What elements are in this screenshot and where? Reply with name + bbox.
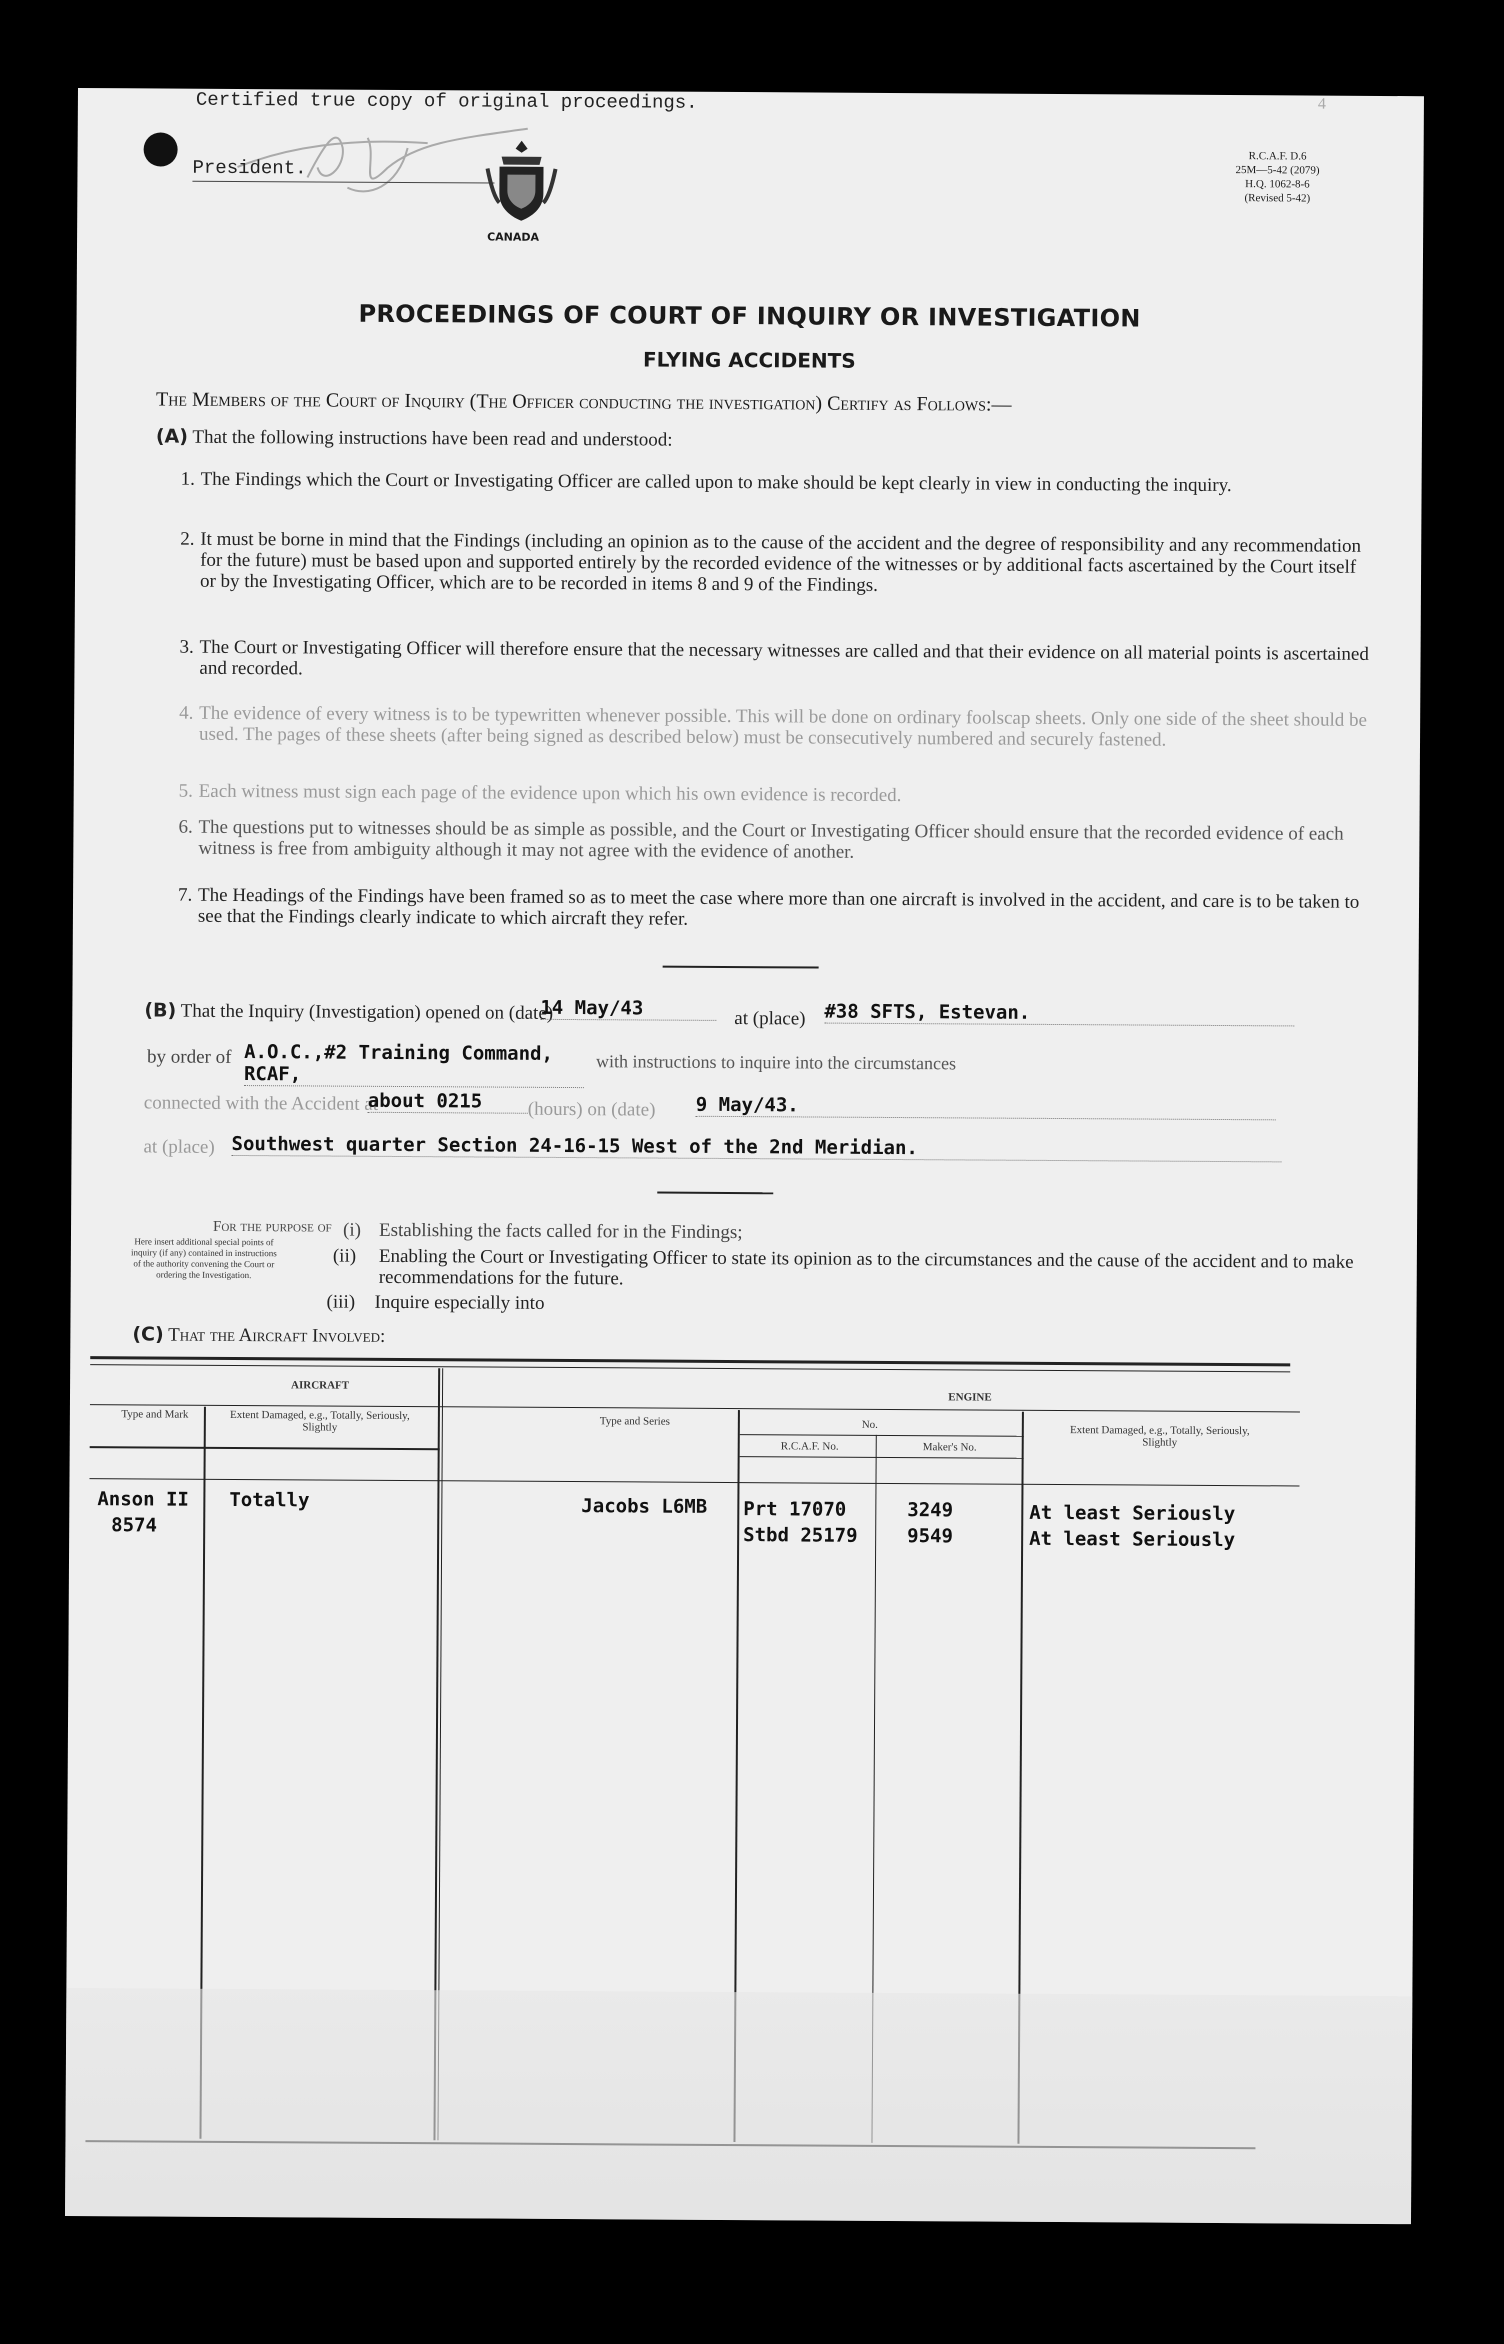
aircraft-header: AIRCRAFT — [291, 1379, 350, 1392]
engine-type-cell: Jacobs L6MB — [581, 1495, 708, 1518]
col-type-mark: Type and Mark — [121, 1408, 189, 1421]
col-extent: Extent Damaged, e.g., Totally, Seriously, Slightly — [230, 1408, 410, 1434]
opened-date: 14 May/43 — [540, 997, 716, 1021]
instruction-2: 2. It must be borne in mind that the Findings (including an opinion as to the cause of the accident and the degree of responsibility and any recommendation for the future) must be based upon and supported entirely by the recorded evidence of the witnesses or by additional facts ascertained by the Court itself or by the Investigating Officer, which are to be recorded in items 8 and 9 of the Findings. — [180, 528, 1362, 596]
purpose-label: For the purpose of — [212, 1218, 332, 1236]
accident-time: about 0215 — [368, 1090, 528, 1114]
opened-line: (B) That the Inquiry (Investigation) opened on (date) — [144, 999, 554, 1024]
signature-label: President. — [192, 156, 307, 180]
accident-date: 9 May/43. — [696, 1094, 1276, 1121]
col-engine-extent: Extent Damaged, e.g., Totally, Seriously, Slightly — [1069, 1424, 1250, 1449]
section-divider — [663, 966, 819, 969]
section-c-label: (C) — [132, 1323, 164, 1346]
at-place2-label: at (place) — [143, 1136, 215, 1158]
punch-hole — [144, 132, 178, 166]
connected-label: connected with the Accident at — [143, 1092, 379, 1115]
page-title: PROCEEDINGS OF COURT OF INQUIRY OR INVESTIGATION — [358, 299, 1141, 333]
margin-note: Here insert additional special points of inquiry (if any) contained in instructions of the authority convening the Court or ordering the Investigation. — [130, 1236, 277, 1281]
instruction-4: 4. The evidence of every witness is to be typewritten whenever possible. This will be done on ordinary foolscap sheets. Only one side of the sheet should be used. The pages of these sheets (after being signed as described below) must be consecutively numbered and securely fastened. — [179, 702, 1368, 751]
inquiry-place: #38 SFTS, Estevan. — [824, 1001, 1294, 1027]
by-order: A.O.C.,#2 Training Command, RCAF, — [244, 1041, 584, 1088]
certified-line: Certified true copy of original proceedings. — [195, 88, 698, 114]
rcaf-no-cell: Prt 17070 Stbd 25179 — [743, 1498, 858, 1547]
section-divider-2 — [657, 1192, 773, 1195]
engine-header: ENGINE — [948, 1391, 992, 1404]
scan-shadow — [65, 1988, 1412, 2224]
col-rcaf-no: R.C.A.F. No. — [780, 1440, 839, 1453]
aircraft-damage-cell: Totally — [229, 1488, 310, 1512]
instructions-text: with instructions to inquire into the circumstances — [596, 1051, 957, 1074]
col-makers-no: Maker's No. — [922, 1441, 977, 1454]
by-order-label: by order of — [147, 1046, 232, 1068]
instruction-6: 6. The questions put to witnesses should be as simple as possible, and the Court or Investigating Officer should ensure that the recorded evidence of each witness is free from ambiguity although it may not agree with the evidence of another. — [178, 816, 1344, 863]
accident-place: Southwest quarter Section 24-16-15 West of the 2nd Meridian. — [231, 1133, 1281, 1162]
makers-no-cell: 3249 9549 — [907, 1499, 954, 1548]
instruction-5: 5. Each witness must sign each page of the evidence upon which his own evidence is recorded. — [178, 780, 902, 807]
section-a-intro: That the following instructions have been read and understood: — [192, 426, 673, 451]
document-page — [65, 88, 1424, 2224]
page-subtitle: FLYING ACCIDENTS — [642, 347, 856, 373]
col-no: No. — [861, 1418, 878, 1431]
instruction-7: 7. The Headings of the Findings have been framed so as to meet the case where more than one aircraft is involved in the accident, and care is to be taken to see that the Findings clearly indicate to which aircraft they refer. — [178, 884, 1360, 930]
crest-caption: CANADA — [487, 230, 540, 244]
certify-statement: The Members of the Court of Inquiry (The Officer conducting the investigation) Certify as Follows:— — [156, 388, 1012, 416]
page-mark: 4 — [1317, 95, 1326, 113]
section-c-heading: (C) That the Aircraft Involved: — [132, 1323, 386, 1347]
hours-date-label: (hours) on (date) — [527, 1098, 656, 1121]
canada-crest-icon — [481, 138, 562, 228]
engine-damage-cell: At least Seriously At least Seriously — [1029, 1501, 1236, 1552]
instruction-3: 3. The Court or Investigating Officer will therefore ensure that the necessary witnesses are called and that their evidence on all material points is ascertained and recorded. — [179, 636, 1369, 680]
at-place-label: at (place) — [734, 1008, 806, 1030]
section-a-label: (A) — [155, 425, 189, 448]
aircraft-type-cell: Anson II 8574 — [97, 1488, 189, 1537]
purpose-ii: (ii) Enabling the Court or Investigating Officer to state its opinion as to the circumstances and the cause of the accident and to make recommendations for the future. — [332, 1245, 1354, 1290]
purpose-iii: (iii) Inquire especially into — [326, 1291, 545, 1314]
instruction-1: 1. The Findings which the Court or Investigating Officer are called upon to make should be kept clearly in view in conducting the inquiry. — [180, 468, 1232, 497]
col-type-series: Type and Series — [599, 1415, 670, 1428]
section-b-label: (B) — [144, 999, 177, 1022]
form-reference: R.C.A.F. D.6 25M—5-42 (2079) H.Q. 1062-8-6 (Revised 5-42) — [1235, 150, 1320, 205]
purpose-i: (i) Establishing the facts called for in the Findings; — [342, 1219, 743, 1244]
